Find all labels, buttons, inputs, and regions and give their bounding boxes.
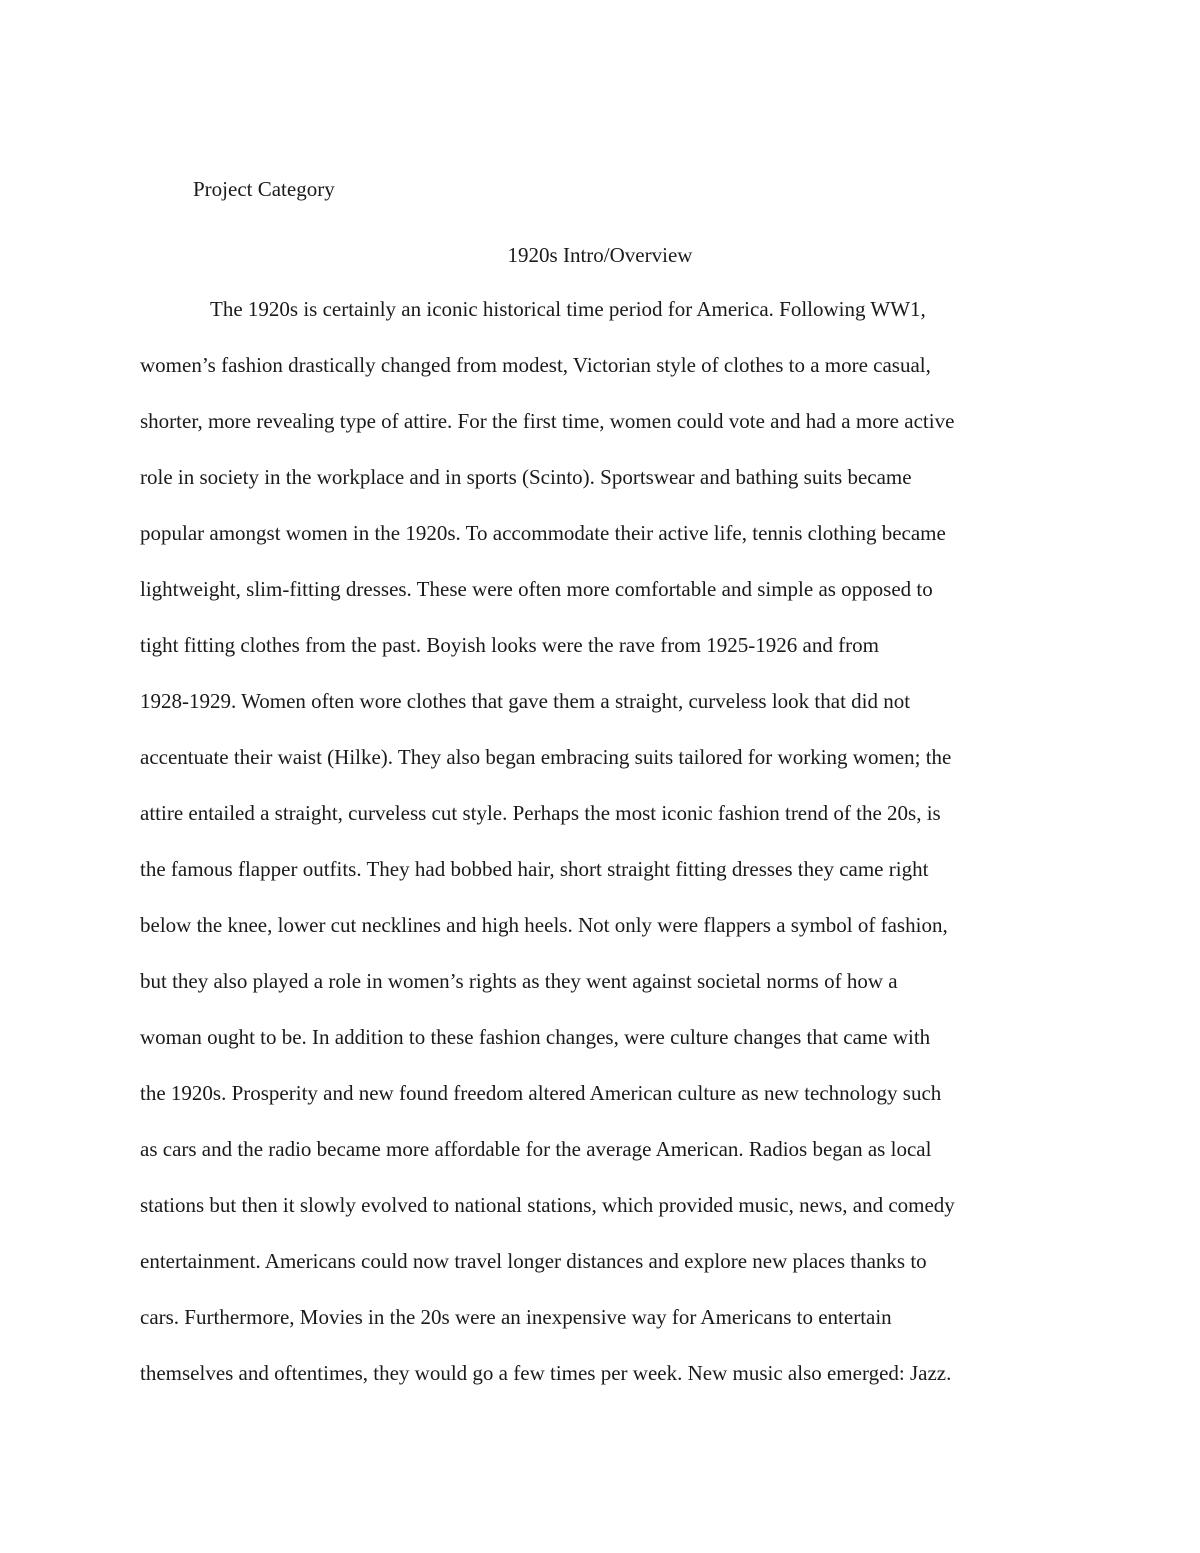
paragraph-line: themselves and oftentimes, they would go a few times per week. New music also emerged: Jazz. bbox=[140, 1361, 952, 1385]
paragraph-line: the 1920s. Prosperity and new found freedom altered American culture as new technology such bbox=[140, 1081, 942, 1105]
paragraph-line: cars. Furthermore, Movies in the 20s were an inexpensive way for Americans to entertain bbox=[140, 1305, 892, 1329]
paragraph-line: women’s fashion drastically changed from modest, Victorian style of clothes to a more casual, bbox=[140, 353, 931, 377]
paragraph-line: as cars and the radio became more affordable for the average American. Radios began as local bbox=[140, 1137, 932, 1161]
paragraph-line: accentuate their waist (Hilke). They also began embracing suits tailored for working women; the bbox=[140, 745, 952, 769]
paragraph-line: The 1920s is certainly an iconic historical time period for America. Following WW1, bbox=[210, 297, 926, 321]
paragraph-line: but they also played a role in women’s rights as they went against societal norms of how a bbox=[140, 969, 898, 993]
body-paragraph bbox=[140, 295, 1070, 1415]
paragraph-line: entertainment. Americans could now travel longer distances and explore new places thanks to bbox=[140, 1249, 927, 1273]
project-category-label: Project Category bbox=[193, 177, 335, 201]
paragraph-line: the famous flapper outfits. They had bobbed hair, short straight fitting dresses they came right bbox=[140, 857, 929, 881]
paragraph-line: lightweight, slim-fitting dresses. These were often more comfortable and simple as opposed to bbox=[140, 577, 933, 601]
paragraph-line: role in society in the workplace and in sports (Scinto). Sportswear and bathing suits became bbox=[140, 465, 912, 489]
paragraph-line: attire entailed a straight, curveless cut style. Perhaps the most iconic fashion trend of the 20s, is bbox=[140, 801, 941, 825]
paragraph-line: popular amongst women in the 1920s. To accommodate their active life, tennis clothing became bbox=[140, 521, 946, 545]
paragraph-line: stations but then it slowly evolved to national stations, which provided music, news, and comedy bbox=[140, 1193, 955, 1217]
paragraph-line: below the knee, lower cut necklines and high heels. Not only were flappers a symbol of fashion, bbox=[140, 913, 948, 937]
paragraph-line: 1928-1929. Women often wore clothes that gave them a straight, curveless look that did not bbox=[140, 689, 911, 713]
document-title: 1920s Intro/Overview bbox=[507, 243, 693, 267]
paragraph-line: shorter, more revealing type of attire. For the first time, women could vote and had a more active bbox=[140, 409, 955, 433]
paragraph-line: woman ought to be. In addition to these fashion changes, were culture changes that came with bbox=[140, 1025, 931, 1049]
paragraph-line: tight fitting clothes from the past. Boyish looks were the rave from 1925-1926 and from bbox=[140, 633, 879, 657]
